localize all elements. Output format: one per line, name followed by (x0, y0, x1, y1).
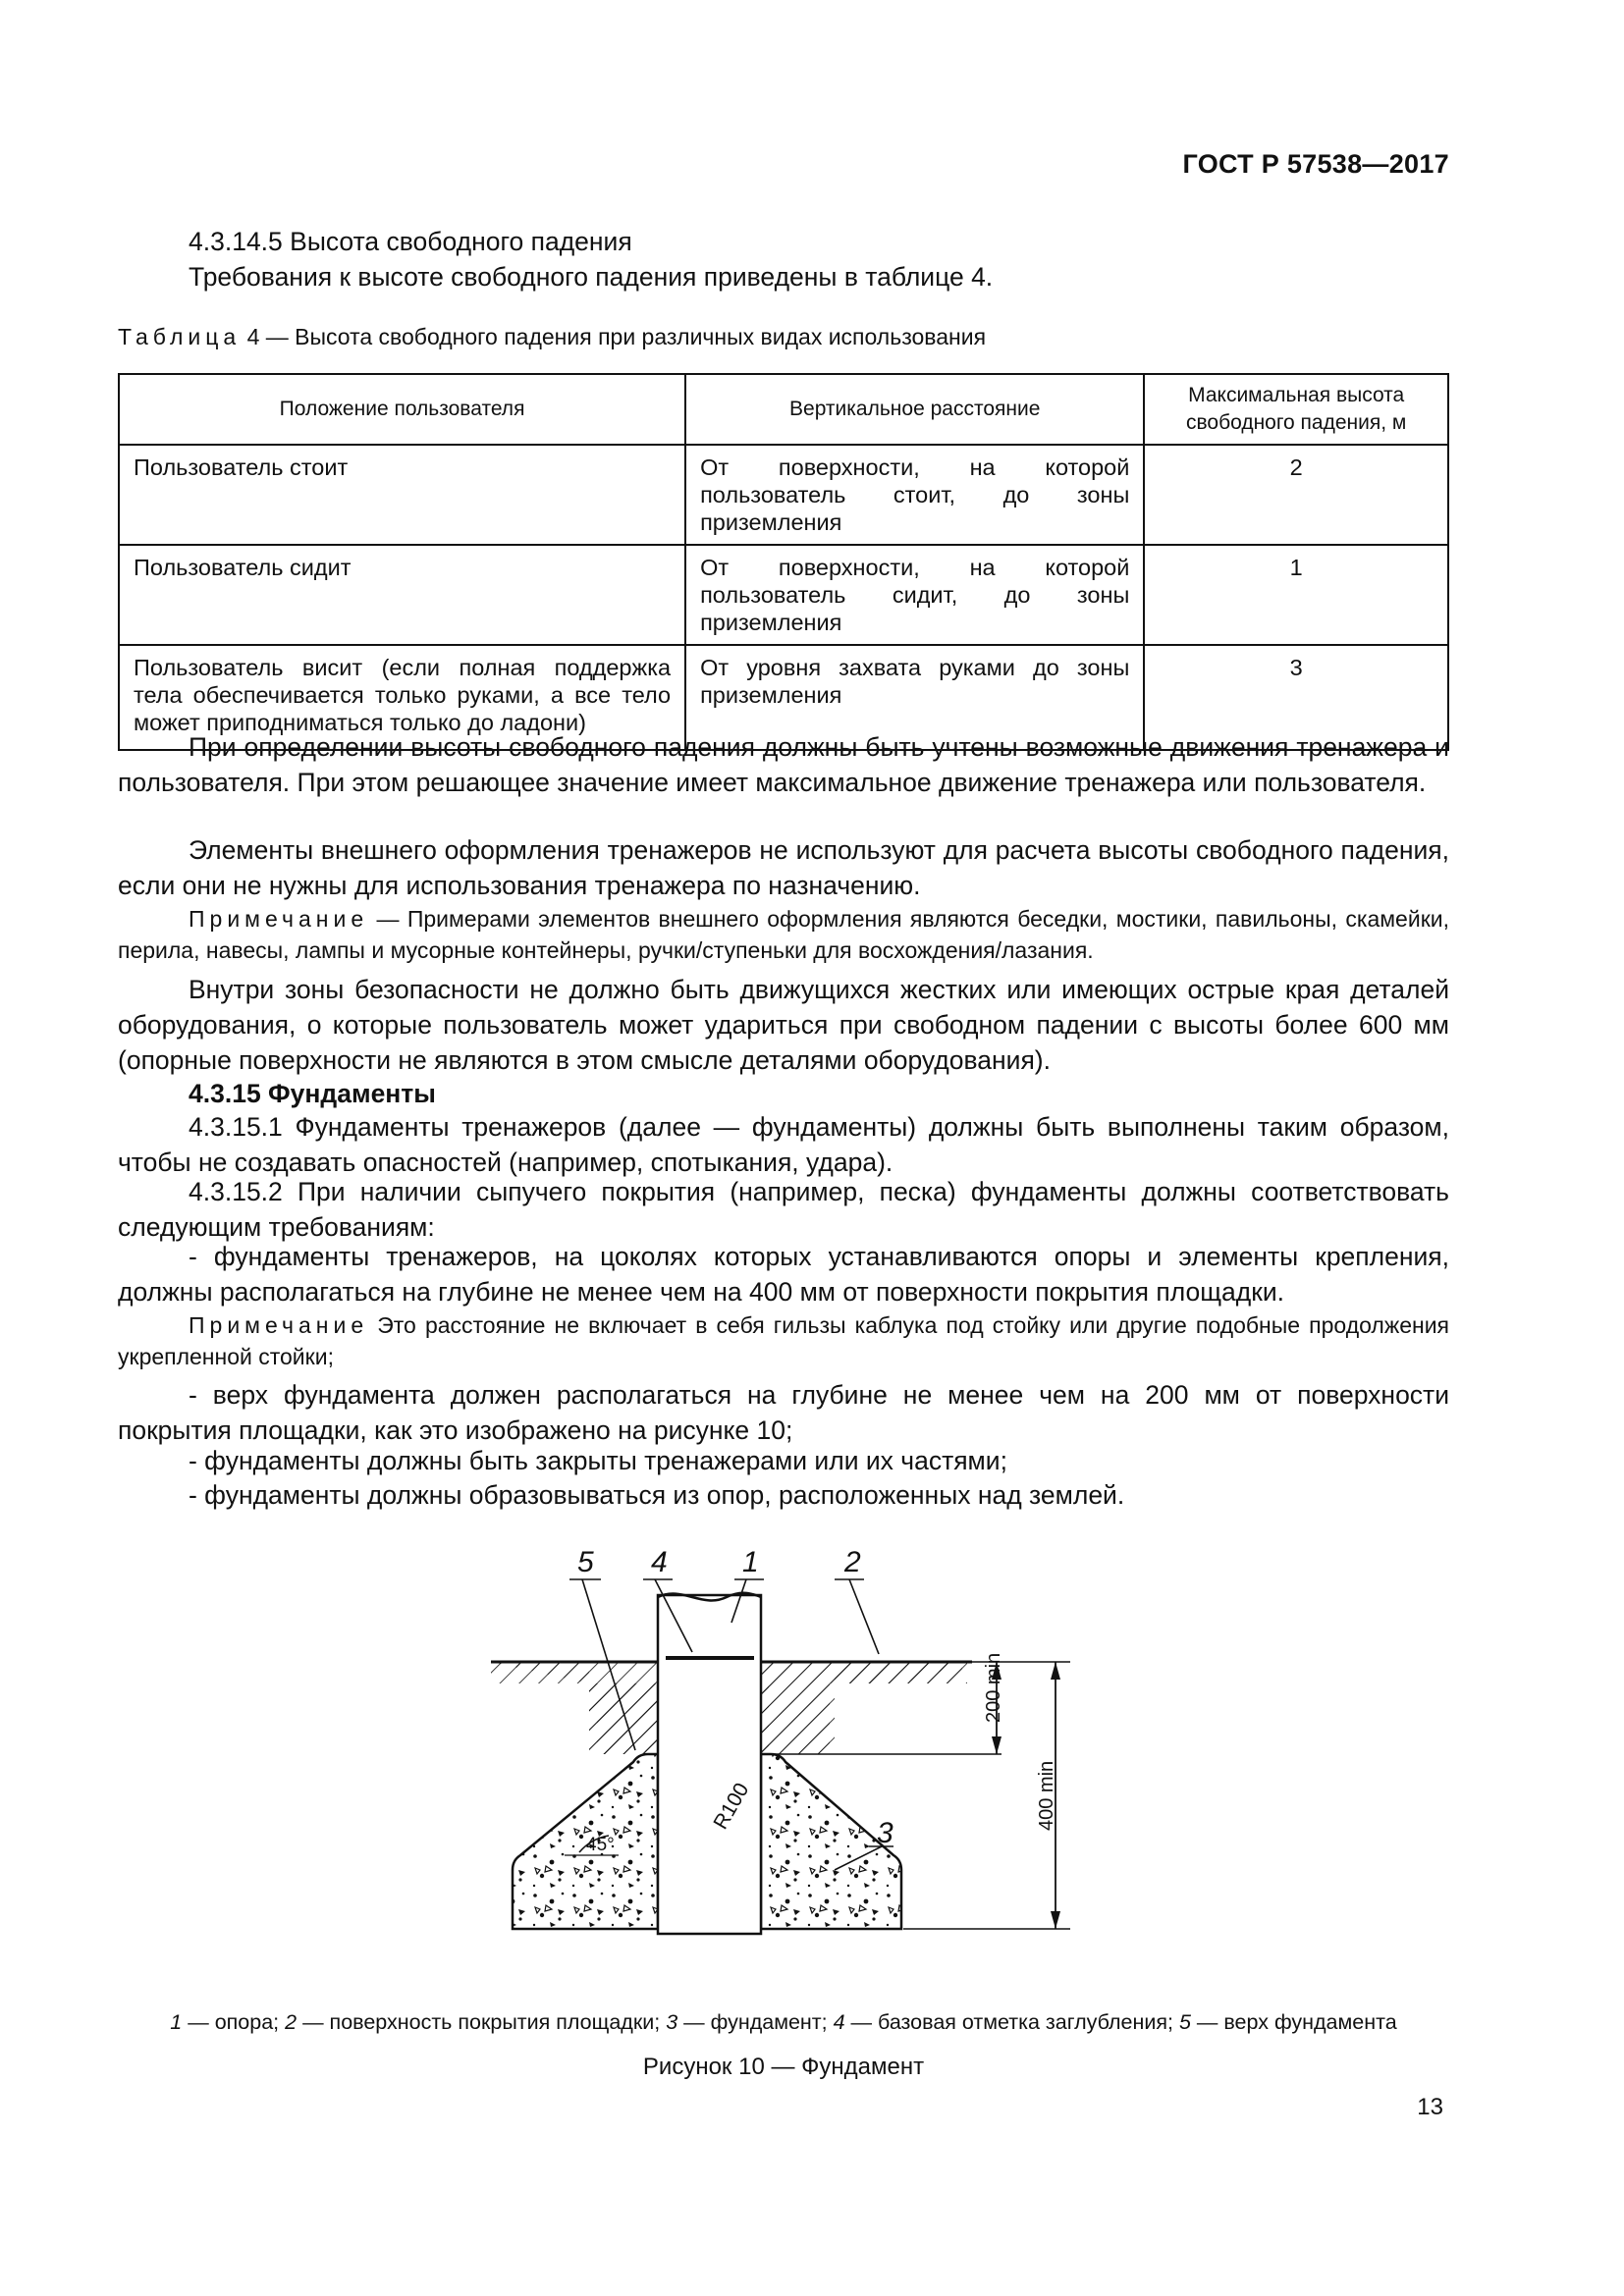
section-title-4-3-14-5: 4.3.14.5 Высота свободного падения (189, 227, 632, 256)
figure-label-2: 2 (844, 1546, 861, 1578)
list-item-foundation-depth: - фундаменты тренажеров, на цоколях которых устанавливаются опоры и элементы крепления, должны располагаться на глубине не менее чем на 400 мм от поверхности покрытия площадки. (118, 1242, 1449, 1307)
table-caption-text: 4 — Высота свободного падения при различных видах использования (246, 324, 987, 349)
figure-label-3: 3 (877, 1817, 893, 1849)
figure-label-5: 5 (577, 1546, 594, 1578)
cell-position: Пользователь висит (если полная поддержка тела обеспечивается только руками, а все тело может приподниматься только до ладони) (119, 645, 685, 750)
list-item-foundation-supports: - фундаменты должны образовываться из опор, расположенных над землей. (189, 1480, 1125, 1510)
legend-number: 3 (666, 2010, 678, 2034)
paragraph-free-fall-movement: При определении высоты свободного падения должны быть учтены возможные движения тренажера и пользователя. При этом решающее значение имеет максимальное движение тренажера или пользователя. (118, 732, 1449, 797)
figure-label-4: 4 (651, 1546, 668, 1578)
legend-number: 2 (285, 2010, 298, 2034)
figure-foundation-diagram (491, 1536, 1080, 1993)
paragraph-decorative-elements: Элементы внешнего оформления тренажеров не используют для расчета высоты свободного падения, если они не нужны для использования тренажера по назначению. (118, 835, 1449, 900)
legend-text: — поверхность покрытия площадки; (297, 2010, 667, 2034)
cell-height: 2 (1144, 445, 1448, 545)
cell-position: Пользователь сидит (119, 545, 685, 645)
legend-text: — базовая отметка заглубления; (844, 2010, 1179, 2034)
figure-label-1: 1 (742, 1546, 759, 1578)
section-text-4-3-14-5: Требования к высоте свободного падения приведены в таблице 4. (189, 262, 994, 292)
paragraph-4-3-15-2: 4.3.15.2 При наличии сыпучего покрытия (например, песка) фундаменты должны соответствовать следующим требованиям: (118, 1177, 1449, 1242)
list-item-foundation-top: - верх фундамента должен располагаться на глубине не менее чем на 200 мм от поверхности покрытия площадки, как это изображено на рисунке 10; (118, 1380, 1449, 1445)
table-row (119, 445, 1448, 545)
header-vertical-distance: Вертикальное расстояние (685, 374, 1144, 445)
paragraph-4-3-15-1: 4.3.15.1 Фундаменты тренажеров (далее — фундаменты) должны быть выполнены таким образом, чтобы не создавать опасностей (например, спотыкания, удара). (118, 1112, 1449, 1177)
note-decorative-elements (118, 903, 1449, 966)
cell-height: 1 (1144, 545, 1448, 645)
legend-text: — фундамент; (677, 2010, 834, 2034)
support-post (658, 1595, 761, 1934)
free-fall-height-table (118, 373, 1449, 751)
page-number: 13 (1417, 2094, 1443, 2120)
header-user-position: Положение пользователя (119, 374, 685, 445)
table-caption-label: Таблица (118, 324, 242, 349)
note-text: Это расстояние не включает в себя гильзы каблука под стойку или другие подобные продолжения укрепленной стойки; (118, 1312, 1449, 1369)
note-label: Примечание (189, 1312, 369, 1338)
document-standard-code: ГОСТ Р 57538—2017 (1182, 149, 1449, 179)
paragraph-safety-zone: Внутри зоны безопасности не должно быть движущихся жестких или имеющих острые края деталей оборудования, о которые пользователь может удариться при свободном падении с высоты более 600 мм (опорные поверхности не являются в этом смысле деталями оборудования). (118, 975, 1449, 1075)
note-foundation-depth (118, 1309, 1449, 1372)
list-item-foundation-covered: - фундаменты должны быть закрыты тренажерами или их частями; (189, 1446, 1007, 1475)
header-max-fall-height: Максимальная высота свободного падения, м (1144, 374, 1448, 445)
dimension-400-min: 400 min (1036, 1760, 1057, 1831)
legend-number: 4 (833, 2010, 845, 2034)
cell-distance: От поверхности, на которой пользователь стоит, до зоны приземления (685, 445, 1144, 545)
table-row (119, 545, 1448, 645)
section-title-4-3-15: 4.3.15 Фундаменты (189, 1079, 436, 1108)
legend-number: 5 (1178, 2010, 1191, 2034)
figure-legend (118, 2010, 1449, 2035)
legend-text: — опора; (182, 2010, 286, 2034)
table-caption (118, 324, 986, 350)
note-label: Примечание (189, 906, 369, 932)
table-header-row (119, 374, 1448, 445)
note-text: — Примерами элементов внешнего оформления являются беседки, мостики, павильоны, скамейки, перила, навесы, лампы и мусорные контейнеры, ручки/ступеньки для восхождения/лазания. (118, 906, 1449, 963)
cell-distance: От уровня захвата руками до зоны приземления (685, 645, 1144, 750)
cell-distance: От поверхности, на которой пользователь сидит, до зоны приземления (685, 545, 1144, 645)
legend-text: — верх фундамента (1190, 2010, 1397, 2034)
cell-height: 3 (1144, 645, 1448, 750)
angle-label: 45° (586, 1835, 615, 1855)
radius-label: R100 (709, 1779, 754, 1834)
figure-caption: Рисунок 10 — Фундамент (642, 2054, 925, 2080)
dimension-200-min: 200 min (983, 1652, 1004, 1723)
foundation-left (513, 1754, 658, 1929)
cell-position: Пользователь стоит (119, 445, 685, 545)
legend-number: 1 (170, 2010, 183, 2034)
